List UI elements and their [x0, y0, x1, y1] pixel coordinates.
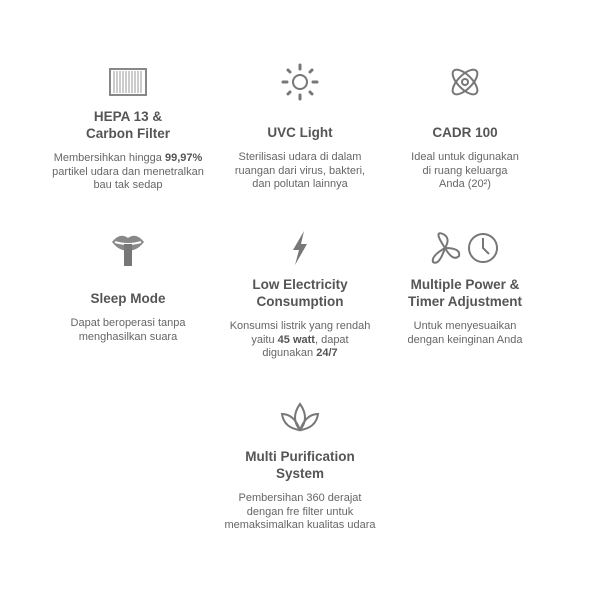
text: Dapat beroperasi tanpa [70, 317, 186, 329]
text: Sterilisasi udara di dalam [238, 151, 362, 163]
description-line [365, 320, 565, 334]
text: bau tak sedap [93, 179, 163, 191]
description-line [365, 334, 565, 348]
text: dan polutan lainnya [252, 178, 348, 190]
text: Pembersihan 360 derajat [238, 492, 362, 504]
text: dengan fre filter untuk [246, 505, 354, 518]
feature-description [28, 152, 228, 193]
feature-hepa [28, 62, 228, 193]
lips-shush-icon [28, 228, 228, 268]
title-line: Multiple Power & [410, 277, 520, 292]
title-line: HEPA 13 & [93, 109, 163, 124]
text: Konsumsi listrik yang rendah [229, 320, 371, 332]
text: menghasilkan suara [78, 330, 178, 343]
text: partikel udara dan menetralkan [52, 165, 204, 178]
highlight-text: 99,97% [164, 152, 203, 164]
title-line: UVC Light [267, 125, 333, 140]
description-line [365, 165, 565, 179]
text: Membersihkan hingga [53, 152, 165, 164]
description-line [200, 519, 400, 533]
text: yaitu [251, 333, 278, 346]
description-line [28, 152, 228, 166]
highlight-text: 45 watt [277, 333, 315, 346]
description-line [365, 151, 565, 165]
feature-title [200, 448, 400, 482]
text: Untuk menyesuaikan [413, 320, 517, 332]
description-line [200, 492, 400, 506]
description-line [28, 331, 228, 345]
text: digunakan [262, 347, 317, 359]
feature-description [200, 492, 400, 533]
text: dengan keinginan Anda [407, 333, 523, 346]
text: Ideal untuk digunakan [411, 151, 519, 163]
feature-title [365, 124, 565, 141]
text: memaksimalkan kualitas udara [224, 519, 376, 531]
description-line [365, 178, 565, 192]
text: , dapat [314, 333, 349, 346]
feature-cadr [365, 62, 565, 192]
feature-timer [365, 228, 565, 347]
description-line [200, 506, 400, 520]
title-line: Multi Purification [245, 449, 355, 464]
title-line: Timer Adjustment [407, 294, 523, 309]
text: ruangan dari virus, bakteri, [234, 164, 366, 177]
description-line [28, 166, 228, 180]
feature-purification [200, 398, 400, 533]
title-line: System [275, 466, 325, 481]
title-line: Sleep Mode [90, 291, 166, 306]
filter-icon [28, 62, 228, 102]
feature-title [365, 276, 565, 310]
feature-title [28, 108, 228, 142]
atom-icon [365, 62, 565, 102]
title-line: Carbon Filter [85, 126, 170, 141]
feature-sleep [28, 228, 228, 344]
title-line: Consumption [256, 294, 344, 309]
text: di ruang keluarga [422, 164, 508, 177]
fan-clock-icon [365, 228, 565, 268]
description-line [200, 347, 400, 361]
title-line: CADR 100 [432, 125, 498, 140]
description-line [28, 179, 228, 193]
feature-description [365, 320, 565, 347]
title-line: Low Electricity [252, 277, 348, 292]
highlight-text: 24/7 [316, 347, 338, 359]
text: Anda (20²) [439, 178, 491, 190]
description-line [28, 317, 228, 331]
leaves-icon [200, 398, 400, 438]
feature-description [28, 317, 228, 344]
feature-title [28, 290, 228, 307]
feature-description [365, 151, 565, 192]
